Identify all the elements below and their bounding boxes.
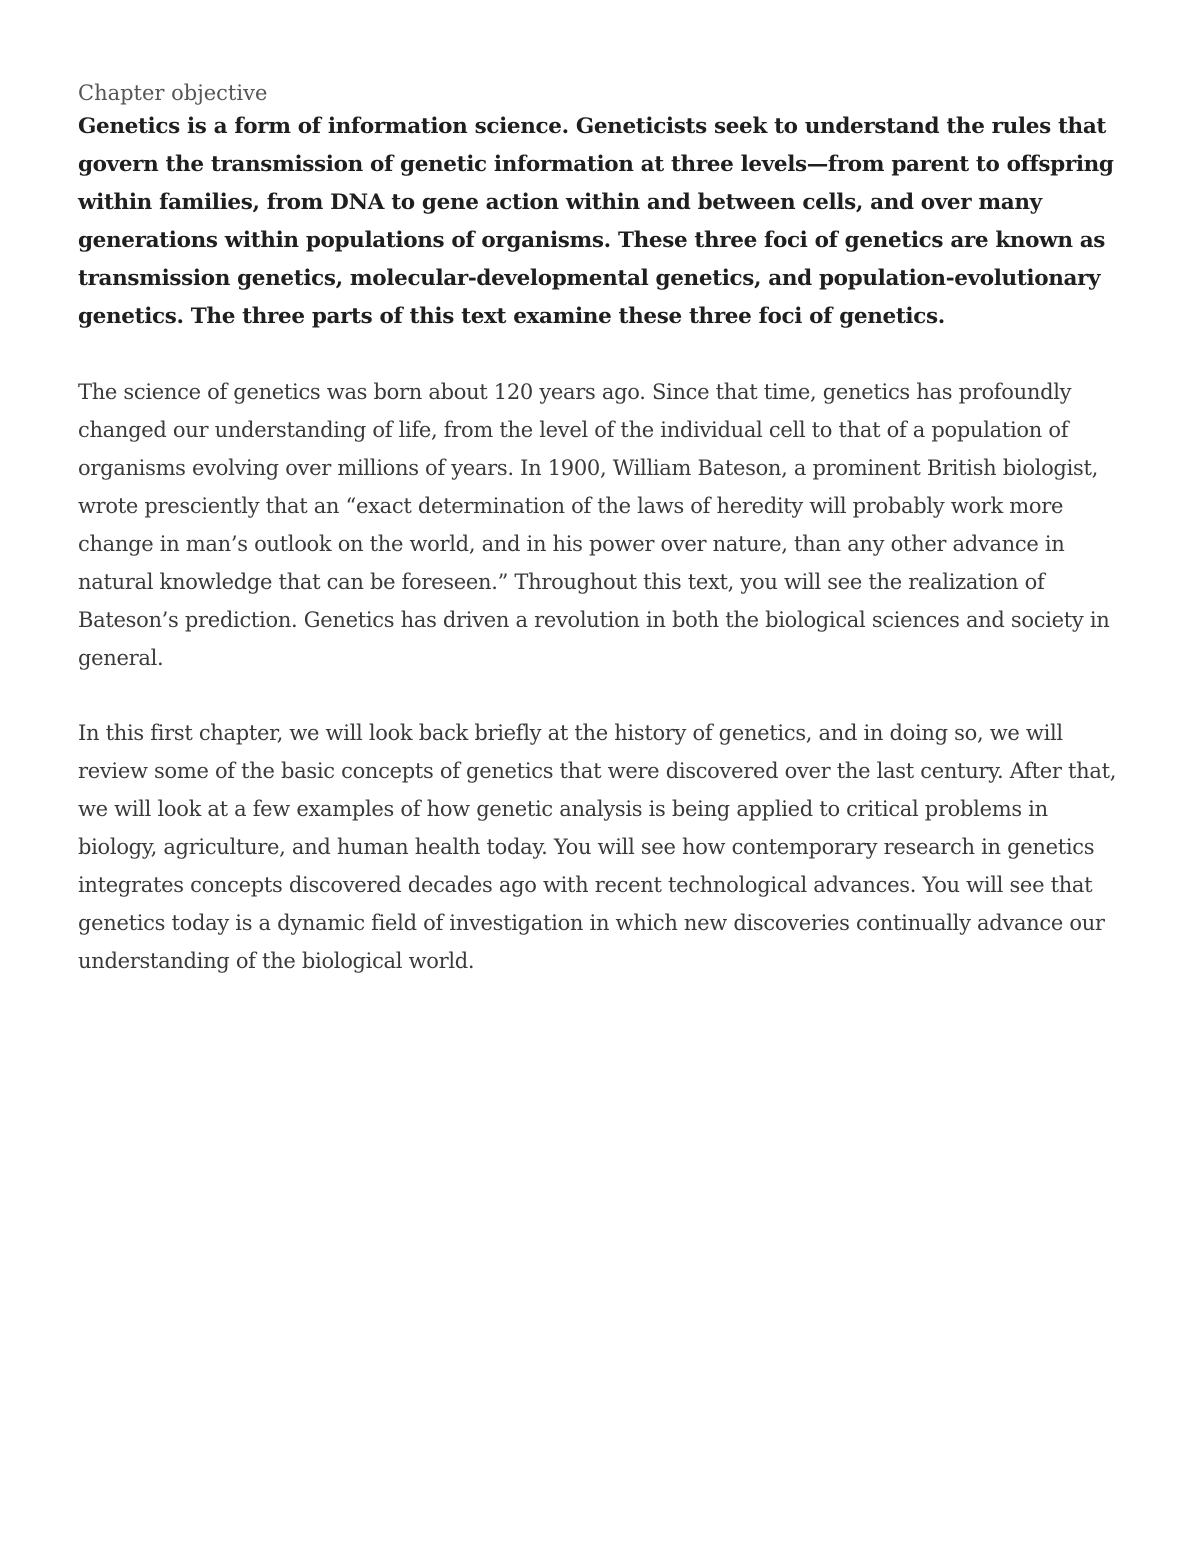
document-page	[78, 78, 1128, 980]
body-paragraph: The science of genetics was born about 120 years ago. Since that time, genetics has profoundly changed our understanding of life, from the level of the individual cell to that of a population of organisms evolving over millions of years. In 1900, William Bateson, a prominent British biologist, wrote presciently that an “exact determination of the laws of heredity will probably work more change in man’s outlook on the world, and in his power over nature, than any other advance in natural knowledge that can be foreseen.” Throughout this text, you will see the realization of Bateson’s prediction. Genetics has driven a revolution in both the biological sciences and society in general.	[78, 380, 1110, 670]
body-paragraph: In this first chapter, we will look back briefly at the history of genetics, and in doing so, we will review some of the basic concepts of genetics that were discovered over the last century. After that, we will look at a few examples of how genetic analysis is being applied to critical problems in biology, agriculture, and human health today. You will see how contemporary research in genetics integrates concepts discovered decades ago with recent technological advances. You will see that genetics today is a dynamic field of investigation in which new discoveries continually advance our understanding of the biological world.	[78, 721, 1117, 973]
chapter-objective-label: Chapter objective	[78, 81, 268, 105]
chapter-objective-text: Genetics is a form of information science. Geneticists seek to understand the rules that govern the transmission of genetic information at three levels—from parent to offspring within families, from DNA to gene action within and between cells, and over many generations within populations of organisms. These three foci of genetics are known as transmission genetics, molecular-developmental genetics, and population-evolutionary genetics. The three parts of this text examine these three foci of genetics.	[78, 114, 1114, 329]
chapter-objective-section	[78, 78, 1128, 336]
